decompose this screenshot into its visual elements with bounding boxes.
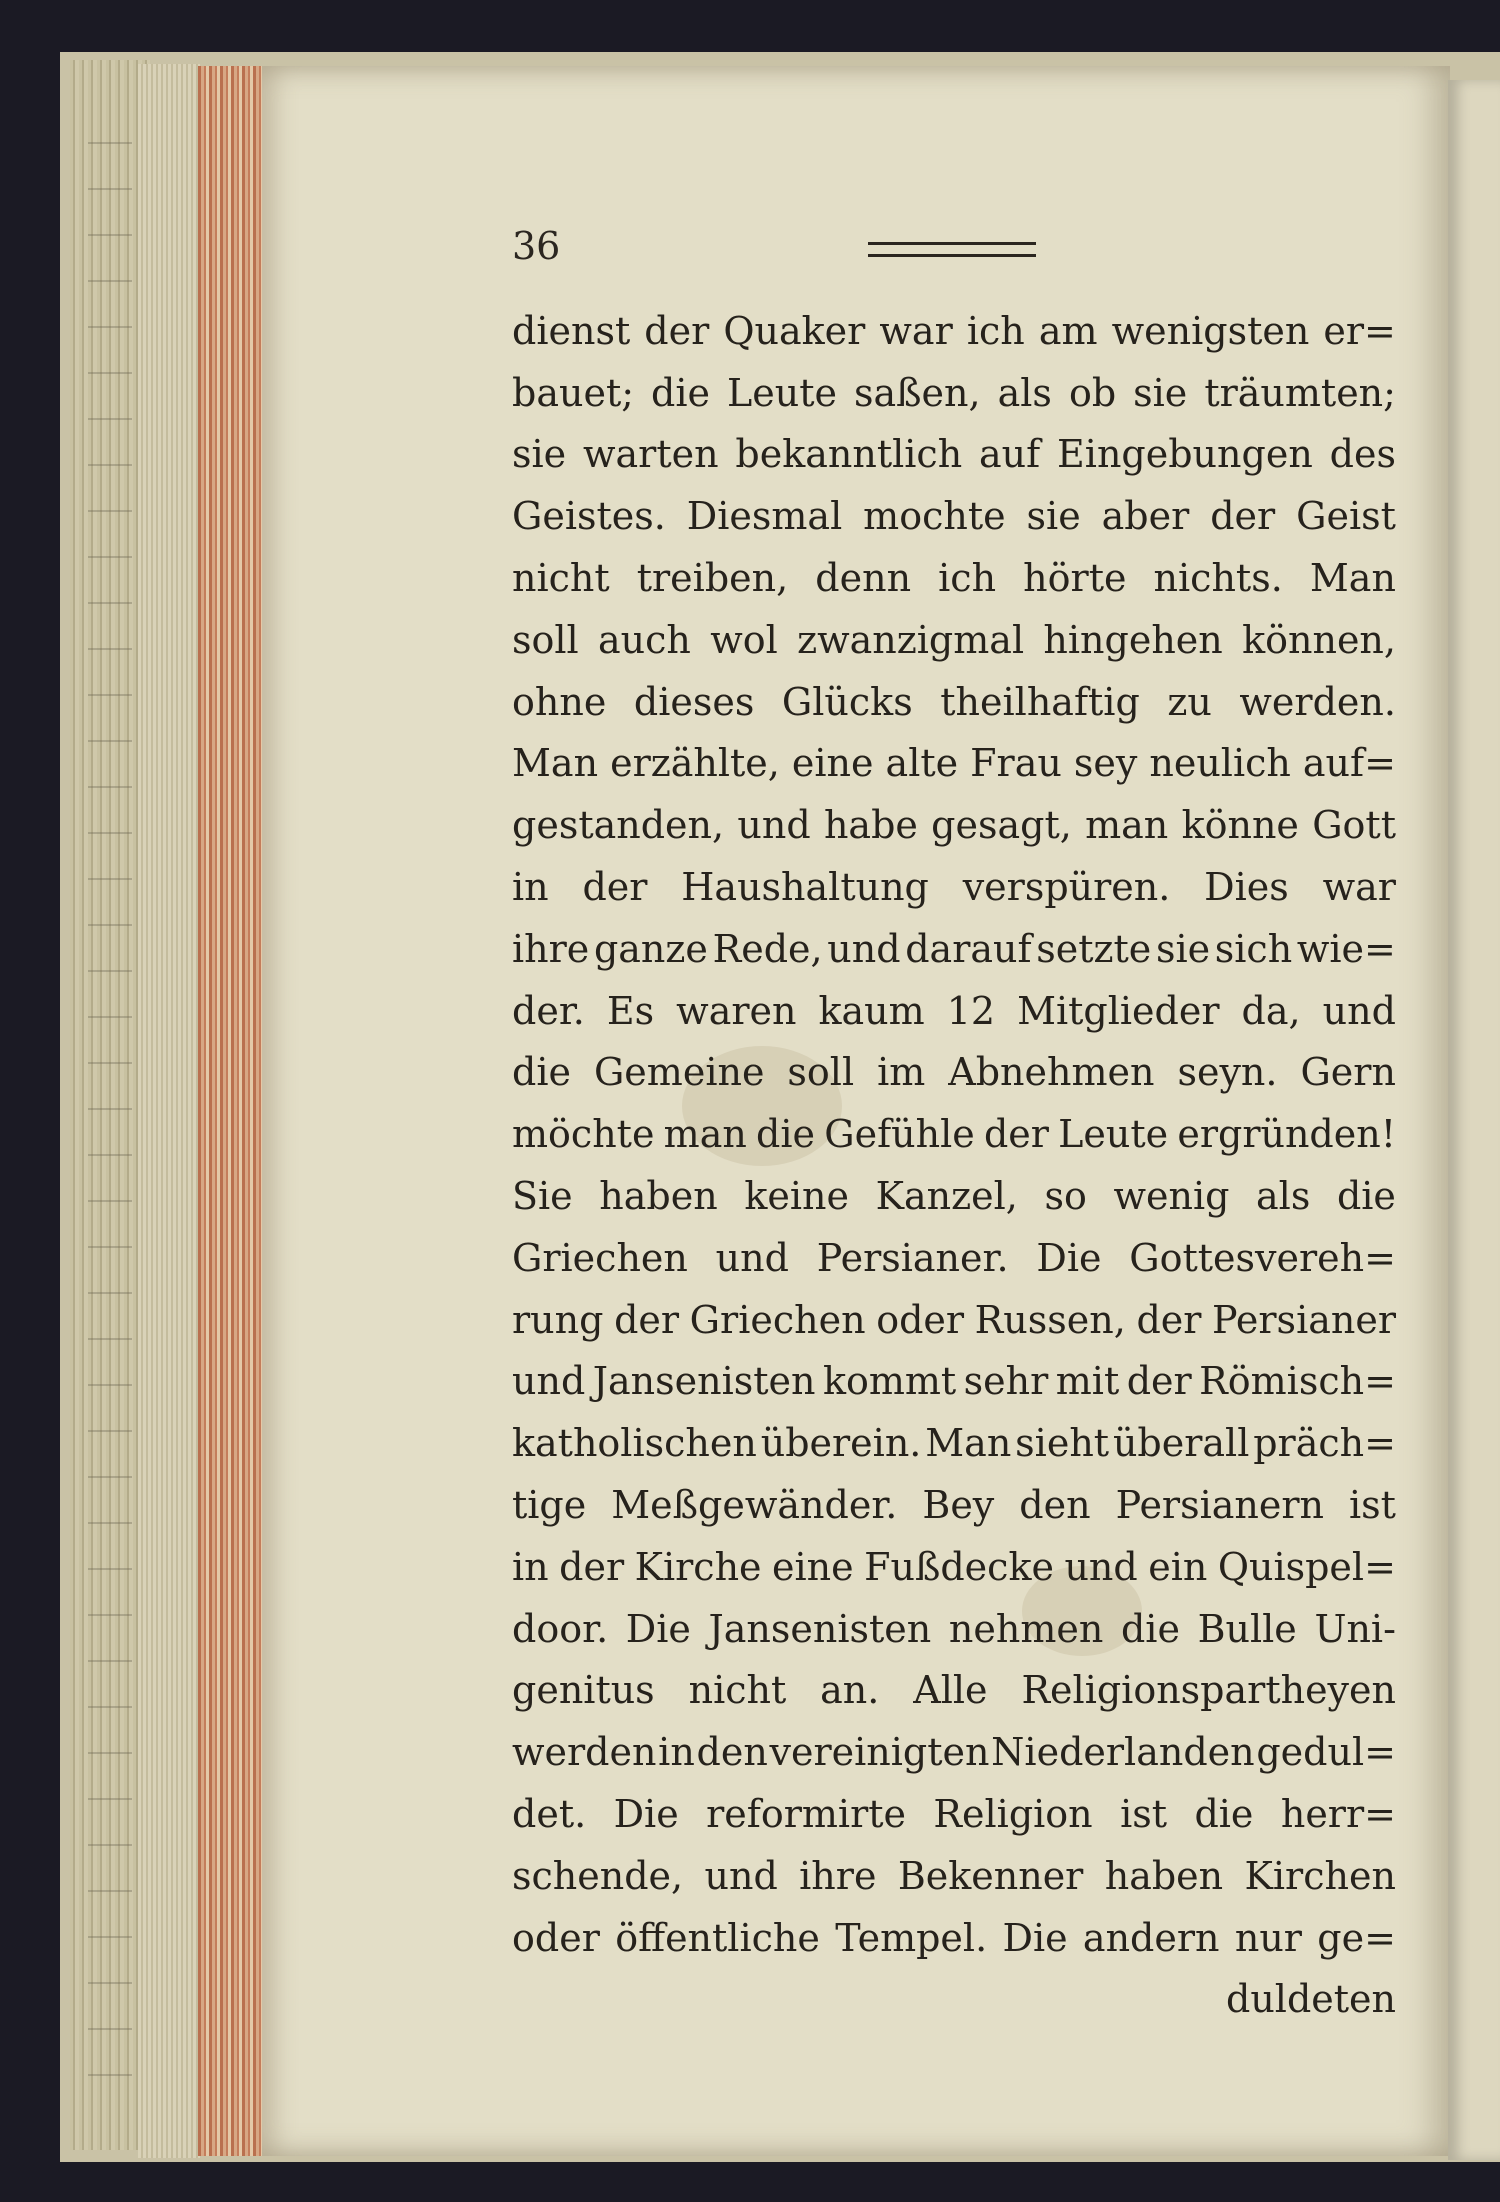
word: Sie — [512, 1174, 573, 1219]
text-line — [512, 1042, 1396, 1104]
word: Quispel= — [1217, 1544, 1396, 1589]
word: war — [879, 308, 953, 353]
word: in — [512, 865, 549, 910]
word: oder — [512, 1915, 600, 1960]
word: als — [1256, 1174, 1311, 1219]
word: tige — [512, 1483, 587, 1528]
word: Geistes. — [512, 494, 666, 539]
word: Persianer — [1212, 1297, 1396, 1342]
word: der — [559, 1544, 625, 1589]
word: Römisch= — [1199, 1359, 1396, 1404]
word: ob — [1068, 370, 1117, 415]
text-line — [512, 1474, 1396, 1536]
word: mit — [1055, 1359, 1120, 1404]
word: ihre — [512, 926, 590, 971]
word: sey — [1073, 741, 1138, 786]
text-line — [512, 1845, 1396, 1907]
word: theilhaftig — [940, 679, 1140, 724]
word: in — [658, 1730, 695, 1775]
word: saßen, — [854, 370, 981, 415]
word: dienst — [512, 308, 631, 353]
word: Persianer. — [816, 1235, 1009, 1280]
word: sich — [1214, 926, 1293, 971]
word: keine — [744, 1174, 849, 1219]
word: und — [827, 926, 901, 971]
word: bauet; — [512, 370, 635, 415]
word: den — [696, 1730, 768, 1775]
text-line — [512, 1536, 1396, 1598]
word: setzte — [1036, 926, 1152, 971]
word: genitus — [512, 1668, 655, 1713]
word: so — [1044, 1174, 1087, 1219]
word: der — [582, 865, 648, 910]
word: möchte — [512, 1112, 655, 1157]
word: det. — [512, 1792, 587, 1837]
page-stack — [138, 64, 200, 2158]
word: die — [1194, 1792, 1254, 1837]
word: die — [651, 370, 710, 415]
word: Gott — [1312, 803, 1396, 848]
text-line — [512, 856, 1396, 918]
word: und — [1064, 1544, 1138, 1589]
text-line — [512, 1907, 1396, 1969]
word: präch= — [1253, 1421, 1396, 1466]
word: ohne — [512, 679, 607, 724]
word: Eingebungen — [1057, 432, 1313, 477]
word: überall — [1112, 1421, 1250, 1466]
word: zwanzigmal — [797, 617, 1025, 662]
word: Quaker — [723, 308, 866, 353]
word: auf= — [1302, 741, 1396, 786]
word: ge= — [1317, 1915, 1396, 1960]
word: sieht — [1015, 1421, 1110, 1466]
word: träumten; — [1204, 370, 1396, 415]
word: Leute — [1058, 1112, 1169, 1157]
word: verspüren. — [962, 865, 1171, 910]
word: den — [1019, 1483, 1091, 1528]
word: habe — [823, 803, 918, 848]
word: der — [644, 308, 710, 353]
text-line — [512, 609, 1396, 671]
word: war — [1322, 865, 1396, 910]
word: Haushaltung — [681, 865, 929, 910]
word: an. — [820, 1668, 880, 1713]
word: eine — [772, 1544, 854, 1589]
word: er= — [1323, 308, 1396, 353]
word: sie — [1026, 494, 1081, 539]
text-line — [512, 1412, 1396, 1474]
word: nehmen — [948, 1606, 1104, 1651]
word: sie — [1155, 926, 1211, 971]
header-rule — [868, 242, 1036, 245]
word: Die — [613, 1792, 679, 1837]
text-line — [512, 1165, 1396, 1227]
word: gedul= — [1256, 1730, 1396, 1775]
word: bekanntlich — [735, 432, 963, 477]
word: soll — [512, 617, 579, 662]
word: ihre — [799, 1853, 877, 1898]
word: Niederlanden — [991, 1730, 1255, 1775]
text-line — [512, 1227, 1396, 1289]
word: hörte — [1023, 556, 1127, 601]
word: Persianern — [1115, 1483, 1325, 1528]
word: Kanzel, — [875, 1174, 1018, 1219]
text-line — [512, 485, 1396, 547]
word: Religion — [933, 1792, 1093, 1837]
word: eine — [791, 741, 874, 786]
word: Geist — [1296, 494, 1396, 539]
catchword: duldeten — [1226, 1977, 1396, 2022]
word: kommt — [822, 1359, 957, 1404]
word: Griechen — [689, 1297, 866, 1342]
word: ganze — [593, 926, 708, 971]
word: Glücks — [781, 679, 913, 724]
text-line — [512, 918, 1396, 980]
word: man — [1085, 803, 1169, 848]
word: des — [1329, 432, 1396, 477]
word: Jansenisten — [592, 1359, 816, 1404]
word: katholischen — [512, 1421, 757, 1466]
text-line — [512, 733, 1396, 795]
word: und — [737, 803, 811, 848]
page-number: 36 — [512, 224, 561, 268]
word: Bey — [922, 1483, 995, 1528]
word: die — [1120, 1606, 1180, 1651]
word: Frau — [970, 741, 1062, 786]
word: oder — [876, 1297, 965, 1342]
word: nicht — [688, 1668, 787, 1713]
word: seyn. — [1177, 1050, 1278, 1095]
word: dieses — [633, 679, 755, 724]
word: die — [756, 1112, 816, 1157]
text-line — [512, 980, 1396, 1042]
word: nur — [1234, 1915, 1302, 1960]
word: gesagt, — [931, 803, 1072, 848]
header-rule — [868, 254, 1036, 257]
word: gestanden, — [512, 803, 725, 848]
word: und — [715, 1235, 789, 1280]
word: der — [1126, 1359, 1192, 1404]
word: und — [1322, 988, 1396, 1033]
red-page-edges — [198, 66, 262, 2156]
word: kaum — [818, 988, 925, 1033]
word: waren — [676, 988, 797, 1033]
word: Jansenisten — [708, 1606, 932, 1651]
word: Alle — [913, 1668, 988, 1713]
word: Es — [606, 988, 655, 1033]
word: auch — [598, 617, 691, 662]
word: Dies — [1204, 865, 1289, 910]
word: und — [512, 1359, 586, 1404]
word: der — [614, 1297, 680, 1342]
word: wie= — [1296, 926, 1396, 971]
text-line — [512, 424, 1396, 486]
word: ich — [966, 308, 1025, 353]
word: öffentliche — [615, 1915, 820, 1960]
word: Man — [925, 1421, 1012, 1466]
word: werden. — [1239, 679, 1396, 724]
word: Bekenner — [897, 1853, 1084, 1898]
word: sie — [512, 432, 567, 477]
text-line — [512, 1783, 1396, 1845]
word: da, — [1241, 988, 1301, 1033]
word: wenig — [1113, 1174, 1230, 1219]
facing-page-edge — [1448, 80, 1500, 2160]
text-line — [512, 1351, 1396, 1413]
word: Gern — [1300, 1050, 1396, 1095]
text-line — [512, 671, 1396, 733]
word: ergründen! — [1177, 1112, 1396, 1157]
word: nichts. — [1153, 556, 1283, 601]
word: Religionspartheyen — [1021, 1668, 1396, 1713]
page-body-text — [512, 300, 1396, 2030]
text-line — [512, 1598, 1396, 1660]
word: haben — [1104, 1853, 1224, 1898]
word: Diesmal — [686, 494, 843, 539]
word: die — [512, 1050, 571, 1095]
word: können, — [1242, 617, 1396, 662]
word: reformirte — [706, 1792, 906, 1837]
word: Die — [1002, 1915, 1068, 1960]
word: Abnehmen — [948, 1050, 1155, 1095]
word: und — [704, 1853, 778, 1898]
word: treiben, — [636, 556, 789, 601]
word: Man — [1309, 556, 1396, 601]
word: zu — [1167, 679, 1212, 724]
text-line — [512, 362, 1396, 424]
word: Russen, — [974, 1297, 1126, 1342]
word: Tempel. — [835, 1915, 988, 1960]
word: herr= — [1280, 1792, 1396, 1837]
word: Gemeine — [593, 1050, 765, 1095]
word: Meßgewänder. — [611, 1483, 898, 1528]
spine-pattern — [88, 120, 132, 2080]
word: sie — [1133, 370, 1188, 415]
text-line — [512, 1289, 1396, 1351]
word: Kirche — [634, 1544, 762, 1589]
word: am — [1038, 308, 1098, 353]
text-line — [512, 547, 1396, 609]
word: alte — [885, 741, 959, 786]
word: der — [1210, 494, 1276, 539]
word: neulich — [1149, 741, 1291, 786]
word: erzählte, — [610, 741, 780, 786]
word: Uni- — [1314, 1606, 1396, 1651]
word: Mitglieder — [1017, 988, 1220, 1033]
word: wol — [710, 617, 778, 662]
word: Man — [512, 741, 599, 786]
text-line — [512, 300, 1396, 362]
word: denn — [815, 556, 912, 601]
word: sehr — [963, 1359, 1049, 1404]
word: warten — [582, 432, 719, 477]
word: Rede, — [712, 926, 823, 971]
word: haben — [599, 1174, 718, 1219]
word: Die — [1036, 1235, 1102, 1280]
word: aber — [1101, 494, 1190, 539]
word: im — [877, 1050, 926, 1095]
word: Kirchen — [1244, 1853, 1396, 1898]
word: Fußdecke — [864, 1544, 1054, 1589]
word: werden — [512, 1730, 657, 1775]
word: darauf — [905, 926, 1032, 971]
word: soll — [787, 1050, 855, 1095]
word: rung — [512, 1297, 604, 1342]
word: könne — [1181, 803, 1299, 848]
word: 12 — [946, 988, 996, 1033]
text-line — [512, 794, 1396, 856]
word: door. — [512, 1606, 609, 1651]
word: ein — [1148, 1544, 1208, 1589]
word: mochte — [863, 494, 1006, 539]
text-line — [512, 1660, 1396, 1722]
word: der — [1136, 1297, 1202, 1342]
word: Bulle — [1197, 1606, 1297, 1651]
text-line — [512, 1721, 1396, 1783]
word: ist — [1120, 1792, 1168, 1837]
word: andern — [1082, 1915, 1220, 1960]
word: Die — [625, 1606, 691, 1651]
word: nicht — [512, 556, 610, 601]
word: Griechen — [512, 1235, 688, 1280]
word: auf — [979, 432, 1041, 477]
word: wenigsten — [1111, 308, 1310, 353]
word: ist — [1349, 1483, 1396, 1528]
word: der — [983, 1112, 1049, 1157]
word: vereinigten — [769, 1730, 990, 1775]
word: ich — [938, 556, 997, 601]
word: Gottesvereh= — [1129, 1235, 1396, 1280]
word: Gefühle — [824, 1112, 975, 1157]
text-line — [512, 1103, 1396, 1165]
word: als — [997, 370, 1052, 415]
word: die — [1336, 1174, 1396, 1219]
word: überein. — [760, 1421, 922, 1466]
word: in — [512, 1544, 549, 1589]
word: man — [663, 1112, 747, 1157]
word: der. — [512, 988, 585, 1033]
word: schende, — [512, 1853, 684, 1898]
word: Leute — [727, 370, 837, 415]
word: hingehen — [1043, 617, 1223, 662]
